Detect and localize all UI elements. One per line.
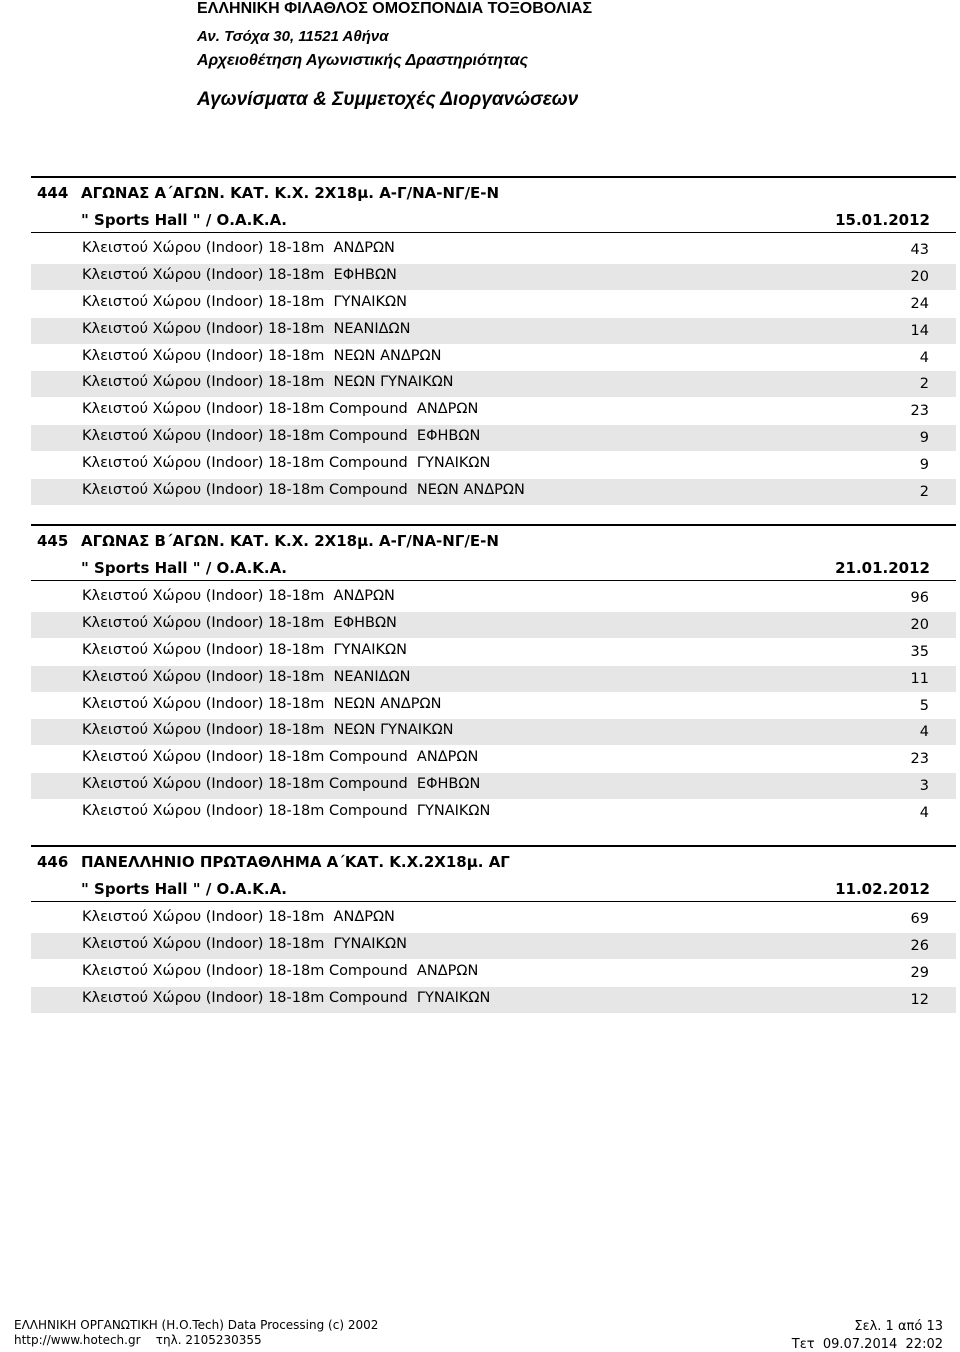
table-row	[31, 987, 956, 1014]
event-rows	[31, 906, 956, 1014]
participant-count: 20	[910, 616, 929, 633]
participant-count: 4	[919, 805, 929, 822]
table-row	[31, 318, 956, 345]
table-row	[31, 906, 956, 933]
table-row	[31, 585, 956, 612]
participant-count: 14	[910, 322, 929, 339]
category-label: Κλειστού Χώρου (Indoor) 18-18m Compound ΝΕΩΝ ΑΝΔΡΩΝ	[82, 482, 525, 499]
participant-count: 96	[910, 590, 929, 606]
archive-title: Αρχειοθέτηση Αγωνιστικής Δραστηριότητας	[197, 52, 529, 69]
participant-count: 69	[910, 911, 929, 927]
print-timestamp: Τετ 09.07.2014 22:02	[791, 1337, 943, 1352]
table-row	[31, 452, 956, 479]
participant-count: 23	[910, 403, 929, 420]
table-row	[31, 693, 956, 720]
event-date: 21.01.2012	[835, 559, 930, 577]
participant-count: 26	[910, 937, 929, 954]
category-label: Κλειστού Χώρου (Indoor) 18-18m Compound ΑΝΔΡΩΝ	[82, 749, 479, 766]
participant-count: 3	[919, 778, 929, 795]
category-label: Κλειστού Χώρου (Indoor) 18-18m Compound ΕΦΗΒΩΝ	[82, 776, 481, 793]
category-label: Κλειστού Χώρου (Indoor) 18-18m ΝΕΑΝΙΔΩΝ	[82, 320, 411, 337]
category-label: Κλειστού Χώρου (Indoor) 18-18m ΓΥΝΑΙΚΩΝ	[82, 641, 407, 658]
participant-count: 4	[919, 724, 929, 741]
category-label: Κλειστού Χώρου (Indoor) 18-18m ΓΥΝΑΙΚΩΝ	[82, 935, 407, 952]
table-row	[31, 719, 956, 746]
category-label: Κλειστού Χώρου (Indoor) 18-18m Compound ΑΝΔΡΩΝ	[82, 962, 479, 979]
participant-count: 9	[919, 457, 929, 474]
category-label: Κλειστού Χώρου (Indoor) 18-18m ΝΕΩΝ ΑΝΔΡΩΝ	[82, 695, 442, 712]
category-label: Κλειστού Χώρου (Indoor) 18-18m ΑΝΔΡΩΝ	[82, 240, 395, 256]
category-label: Κλειστού Χώρου (Indoor) 18-18m ΑΝΔΡΩΝ	[82, 909, 395, 925]
category-label: Κλειστού Χώρου (Indoor) 18-18m Compound ΓΥΝΑΙΚΩΝ	[82, 803, 491, 820]
category-label: Κλειστού Χώρου (Indoor) 18-18m ΝΕΩΝ ΑΝΔΡΩΝ	[82, 347, 442, 364]
event-block	[31, 176, 956, 506]
event-date: 15.01.2012	[835, 211, 930, 229]
table-row	[31, 800, 956, 827]
category-label: Κλειστού Χώρου (Indoor) 18-18m ΕΦΗΒΩΝ	[82, 614, 397, 631]
category-label: Κλειστού Χώρου (Indoor) 18-18m ΝΕΑΝΙΔΩΝ	[82, 668, 411, 685]
org-title: ΕΛΛΗΝΙΚΗ ΦΙΛΑΘΛΟΣ ΟΜΟΣΠΟΝΔΙΑ ΤΟΞΟΒΟΛΙΑΣ	[197, 0, 593, 17]
category-label: Κλειστού Χώρου (Indoor) 18-18m ΝΕΩΝ ΓΥΝΑΙΚΩΝ	[82, 374, 454, 391]
table-row	[31, 960, 956, 987]
category-label: Κλειστού Χώρου (Indoor) 18-18m ΕΦΗΒΩΝ	[82, 266, 397, 283]
event-title: ΠΑΝΕΛΛΗΝΙΟ ΠΡΩΤΑΘΛΗΜΑ Α΄ΚΑΤ. Κ.Χ.2Χ18μ. ΑΓ	[81, 853, 510, 871]
participant-count: 4	[919, 349, 929, 366]
event-block	[31, 524, 956, 827]
event-title: ΑΓΩΝΑΣ Α΄ΑΓΩΝ. ΚΑΤ. Κ.Χ. 2Χ18μ. Α-Γ/ΝΑ-ΝΓ/Ε-Ν	[81, 184, 500, 202]
participant-count: 12	[910, 991, 929, 1008]
org-address: Αν. Τσόχα 30, 11521 Αθήνα	[197, 28, 389, 45]
category-label: Κλειστού Χώρου (Indoor) 18-18m ΑΝΔΡΩΝ	[82, 588, 395, 604]
table-row	[31, 612, 956, 639]
table-row	[31, 291, 956, 318]
event-header	[31, 845, 956, 902]
participant-count: 43	[910, 242, 929, 258]
table-row	[31, 425, 956, 452]
table-row	[31, 933, 956, 960]
category-label: Κλειστού Χώρου (Indoor) 18-18m Compound ΑΝΔΡΩΝ	[82, 401, 479, 418]
category-label: Κλειστού Χώρου (Indoor) 18-18m Compound ΓΥΝΑΙΚΩΝ	[82, 455, 491, 472]
table-row	[31, 746, 956, 773]
participant-count: 23	[910, 751, 929, 768]
table-row	[31, 639, 956, 666]
category-label: Κλειστού Χώρου (Indoor) 18-18m Compound ΕΦΗΒΩΝ	[82, 428, 481, 445]
event-rows	[31, 585, 956, 827]
event-number: 445	[37, 532, 69, 550]
event-title: ΑΓΩΝΑΣ Β΄ΑΓΩΝ. ΚΑΤ. Κ.Χ. 2Χ18μ. Α-Γ/ΝΑ-ΝΓ/Ε-Ν	[81, 532, 499, 550]
participant-count: 9	[919, 430, 929, 447]
participant-count: 29	[910, 964, 929, 981]
table-row	[31, 264, 956, 291]
event-venue: " Sports Hall " / Ο.Α.Κ.Α.	[81, 211, 287, 229]
table-row	[31, 237, 956, 264]
table-row	[31, 398, 956, 425]
table-row	[31, 479, 956, 506]
footer-contact: http://www.hotech.gr τηλ. 2105230355	[14, 1333, 262, 1347]
event-venue: " Sports Hall " / Ο.Α.Κ.Α.	[81, 880, 287, 898]
event-number: 444	[37, 184, 69, 202]
footer-org: ΕΛΛΗΝΙΚΗ ΟΡΓΑΝΩΤΙΚΗ (Η.Ο.Tech) Data Processing (c) 2002	[14, 1318, 379, 1332]
event-number: 446	[37, 853, 69, 871]
page-number: Σελ. 1 από 13	[854, 1319, 943, 1334]
event-header	[31, 176, 956, 233]
participant-count: 2	[919, 376, 929, 393]
category-label: Κλειστού Χώρου (Indoor) 18-18m Compound ΓΥΝΑΙΚΩΝ	[82, 989, 491, 1006]
table-row	[31, 773, 956, 800]
participant-count: 24	[910, 295, 929, 312]
participant-count: 11	[910, 670, 929, 687]
participant-count: 35	[910, 643, 929, 660]
event-header	[31, 524, 956, 581]
event-block	[31, 845, 956, 1014]
table-row	[31, 371, 956, 398]
report-subtitle: Αγωνίσματα & Συμμετοχές Διοργανώσεων	[197, 89, 579, 110]
event-date: 11.02.2012	[835, 880, 930, 898]
participant-count: 20	[910, 268, 929, 285]
category-label: Κλειστού Χώρου (Indoor) 18-18m ΓΥΝΑΙΚΩΝ	[82, 293, 407, 310]
event-venue: " Sports Hall " / Ο.Α.Κ.Α.	[81, 559, 287, 577]
table-row	[31, 345, 956, 372]
table-row	[31, 666, 956, 693]
participant-count: 5	[919, 697, 929, 714]
participant-count: 2	[919, 484, 929, 501]
category-label: Κλειστού Χώρου (Indoor) 18-18m ΝΕΩΝ ΓΥΝΑΙΚΩΝ	[82, 722, 454, 739]
event-rows	[31, 237, 956, 506]
